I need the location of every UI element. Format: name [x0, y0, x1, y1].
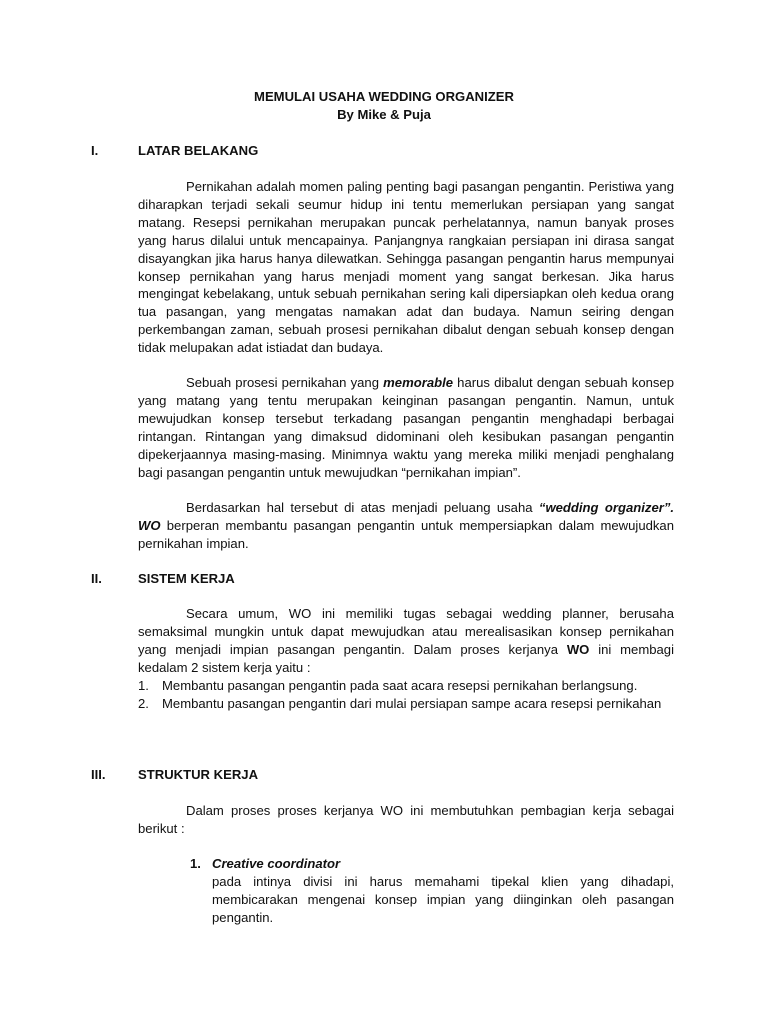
- paragraph: [138, 802, 674, 838]
- paragraph-text: Secara umum, WO ini memiliki tugas sebagai wedding planner, berusaha semaksimal mungkin untuk dapat mewujudkan atau merealisasikan konsep pernikahan yang menjadi impian pasangan pengantin. Dalam proses kerjanya: [138, 606, 674, 657]
- paragraph-text: Dalam proses proses kerjanya WO ini membutuhkan pembagian kerja sebagai berikut :: [138, 803, 674, 836]
- document-title: MEMULAI USAHA WEDDING ORGANIZER: [254, 89, 514, 104]
- paragraph-text: berperan membantu pasangan pengantin untuk mempersiapkan dalam mewujudkan pernikahan impian.: [138, 517, 674, 551]
- paragraph-text: Sebuah prosesi pernikahan yang: [186, 375, 384, 390]
- sub-item-text: pada intinya divisi ini harus memahami tipekal klien yang dihadapi, membicarakan mengenai konsep impian yang diinginkan oleh pasangan pengantin.: [212, 873, 674, 925]
- sub-item-heading: [190, 855, 674, 873]
- bold-text: WO: [566, 641, 590, 657]
- paragraph: [138, 178, 674, 357]
- section-title: STRUKTUR KERJA: [138, 767, 259, 782]
- paragraph: [138, 499, 674, 553]
- sub-item: [190, 855, 674, 927]
- paragraph-text: harus dibalut dengan sebuah konsep yang matang yang tentu merupakan keinginan pasangan pengantin. Namun, untuk mewujudkan konsep tersebut terkadang pasangan pengantin menghadapi berbagai rintangan. Rintangan yang dimaksud didominani oleh kesibukan pasangan pengantin dipekerjaannya masing-masing. Minimnya waktu yang mereka miliki menjadi penghalang bagi pasangan pengantin untuk mewujudkan “pernikahan impian”.: [138, 375, 675, 480]
- document-authors: By Mike & Puja: [337, 107, 431, 122]
- section-number: I.: [91, 143, 99, 158]
- paragraph: [138, 605, 674, 677]
- list-item-number: 2.: [138, 695, 149, 711]
- section-title: LATAR BELAKANG: [138, 143, 259, 158]
- paragraph-text: Pernikahan adalah momen paling penting bagi pasangan pengantin. Peristiwa yang diharapkan terjadi sekali seumur hidup ini tentu memerlukan persiapan yang sangat matang. Resepsi pernikahan merupakan puncak perhelatannya, namun banyak proses yang harus dilalui untuk mencapainya. Panjangnya rangkaian persiapan ini dirasa sangat disayangkan jika harus hanya dilewatkan. Sehingga pasangan pengantin harus mempunyai konsep pernikahan yang harus menjadi moment yang sangat berkesan. Jika harus mengingat kebelakang, untuk sebuah pernikahan sering kali dipersiapkan oleh kedua orang tua pasangan, yang mengatas namakan adat dan budaya. Namun seiring dengan perkembangan zaman, sebuah prosesi pernikahan dibalut dengan sebuah konsep dengan tidak melupakan adat istiadat dan budaya.: [138, 179, 674, 356]
- sub-item-number: 1.: [190, 856, 201, 871]
- sub-item-title: Creative coordinator: [212, 856, 341, 871]
- section-title: SISTEM KERJA: [138, 571, 235, 586]
- paragraph: [138, 374, 674, 481]
- list-item-number: 1.: [138, 678, 149, 693]
- numbered-list: [138, 677, 674, 713]
- section-number: III.: [91, 767, 106, 782]
- paragraph-text: ini membagi kedalam 2 sistem kerja yaitu :: [138, 641, 674, 675]
- section-number: II.: [91, 571, 102, 586]
- list-item: [138, 695, 674, 713]
- list-item-text: Membantu pasangan pengantin pada saat acara resepsi pernikahan berlangsung.: [162, 678, 638, 693]
- emphasis-text: “wedding organizer”. WO: [138, 500, 675, 533]
- emphasis-text: memorable: [383, 375, 454, 390]
- paragraph-text: Berdasarkan hal tersebut di atas menjadi peluang usaha: [186, 500, 539, 515]
- list-item: [138, 677, 674, 695]
- list-item-text: Membantu pasangan pengantin dari mulai persiapan sampe acara resepsi pernikahan: [162, 695, 662, 711]
